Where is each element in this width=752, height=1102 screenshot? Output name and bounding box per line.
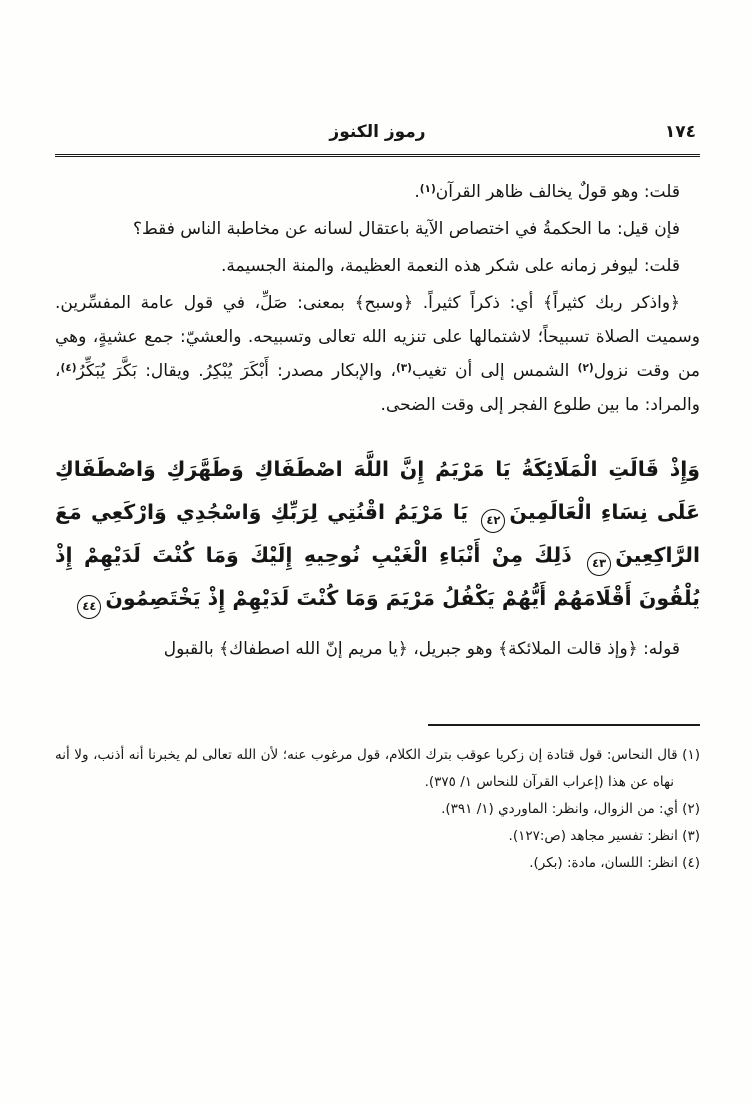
footnote: (٢) أي: من الزوال، وانظر: الماوردي (١/ ٣٩١). <box>441 801 700 817</box>
body-text <box>55 175 700 666</box>
footnote-ref: (٤) <box>60 362 77 374</box>
body-paragraph: فإن قيل: ما الحكمةُ في اختصاص الآية باعتقال لسانه عن مخاطبة الناس فقط؟ <box>132 219 680 239</box>
body-paragraph: قلت: وهو قولٌ يخالف ظاهر القرآن$^{(١)}$. <box>414 182 680 202</box>
footnote-ref: (١) <box>419 183 436 195</box>
footnote-separator <box>428 724 700 726</box>
body-paragraph: ﴿واذكر ربك كثيراً﴾ أي: ذكراً كثيراً. ﴿وسبح﴾ بمعنى: صَلِّ، في قول عامة المفسِّرين. وسميت الصلاة تسبيحاً؛ لاشتمالها على تنزيه الله تعالى وتسبيحه. والعشيّ: جمع عشيةٍ، وهي من وقت نزول$^{(٢)}$ الشمس إلى أن تغيب$^{(٣)}$، والإبكار مصدر: أَبْكَرَ يُبْكِرُ. ويقال: بَكَّرَ يُبَكِّرُ$^{(٤)}$، والمراد: ما بين طلوع الفجر إلى وقت الضحى. <box>55 293 701 415</box>
ayah-number: ٤٢ <box>486 513 501 527</box>
ayah-number: ٤٣ <box>592 556 607 570</box>
footnote-ref: (٣) <box>395 362 412 374</box>
quran-verse-text: ذَلِكَ مِنْ أَنْبَاءِ الْغَيْبِ نُوحِيهِ إِلَيْكَ وَمَا كُنْتَ لَدَيْهِمْ إِذْ يُلْقُونَ أَقْلَامَهُمْ أَيُّهُمْ يَكْفُلُ مَرْيَمَ وَمَا كُنْتَ لَدَيْهِمْ إِذْ يَخْتَصِمُونَ <box>55 543 700 610</box>
quran-verses-block <box>55 448 700 620</box>
ayah-number: ٤٤ <box>82 599 97 613</box>
body-paragraph: قوله: ﴿وإذ قالت الملائكة﴾ وهو جبريل، ﴿يا مريم إنّ الله اصطفاك﴾ بالقبول <box>163 639 680 659</box>
footnote-ref: (٢) <box>577 362 594 374</box>
quran-verse-text: يَا مَرْيَمُ اقْنُتِي لِرَبِّكِ وَاسْجُدِي وَارْكَعِي مَعَ الرَّاكِعِينَ <box>55 500 701 567</box>
body-paragraph: قلت: ليوفر زمانه على شكر هذه النعمة العظيمة، والمنة الجسيمة. <box>221 256 680 276</box>
page-number: ١٧٤ <box>664 122 696 142</box>
footnote: (١) قال النحاس: قول قتادة إن زكريا عوقب بترك الكلام، قول مرغوب عنه؛ لأن الله تعالى لم يخبرنا أنه أذنب، ولا أنه نهاه عن هذا (إعراب القرآن للنحاس ١/ ٣٧٥). <box>55 747 700 790</box>
quran-verse-text: وَإِذْ قَالَتِ الْمَلَائِكَةُ يَا مَرْيَمُ إِنَّ اللَّهَ اصْطَفَاكِ وَطَهَّرَكِ وَاصْطَفَاكِ عَلَى نِسَاءِ الْعَالَمِينَ <box>55 457 701 524</box>
book-title: رموز الكنوز <box>329 122 426 142</box>
footnotes-section <box>55 742 700 877</box>
page-header <box>55 122 700 148</box>
ayah-number-marker <box>77 595 101 619</box>
footnote: (٣) انظر: تفسير مجاهد (ص:١٢٧). <box>508 828 700 844</box>
header-rule <box>55 154 700 157</box>
ayah-number-marker <box>481 509 505 533</box>
ayah-number-marker <box>587 552 611 576</box>
footnote: (٤) انظر: اللسان، مادة: (بكر). <box>529 855 700 871</box>
